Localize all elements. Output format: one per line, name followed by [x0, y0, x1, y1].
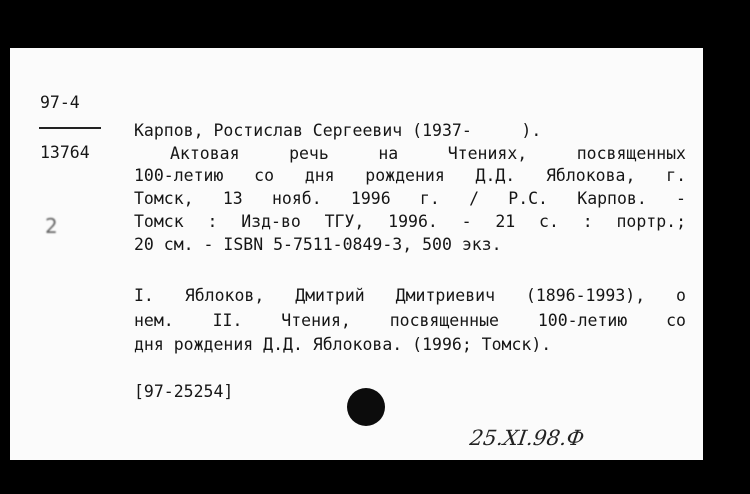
record-number: [97-25254] — [134, 382, 234, 401]
description-line: Томск, 13 нояб. 1996 г. / Р.С. Карпов. - — [134, 189, 686, 208]
handwritten-date: 25.XI.98.Ф — [468, 426, 586, 450]
faint-stamp-mark: 2 — [45, 214, 56, 238]
subject-line: нем. II. Чтения, посвященные 100-летию со — [134, 311, 686, 330]
description-line: Актовая речь на Чтениях, посвященных — [170, 144, 686, 163]
divider-line — [39, 127, 101, 129]
punch-hole — [347, 388, 385, 426]
description-line: Томск : Изд-во ТГУ, 1996. - 21 с. : портр.; — [134, 212, 686, 231]
author-heading: Карпов, Ростислав Сергеевич (1937- ). — [134, 121, 542, 140]
call-number: 97-4 — [40, 93, 80, 112]
accession-number: 13764 — [40, 143, 90, 162]
subject-line: I. Яблоков, Дмитрий Дмитриевич (1896-1993), о — [134, 286, 686, 305]
catalog-card — [10, 48, 703, 460]
description-line: 20 см. - ISBN 5-7511-0849-3, 500 экз. — [134, 235, 502, 254]
subject-line: дня рождения Д.Д. Яблокова. (1996; Томск). — [134, 335, 552, 354]
description-line: 100-летию со дня рождения Д.Д. Яблокова, г. — [134, 166, 686, 185]
